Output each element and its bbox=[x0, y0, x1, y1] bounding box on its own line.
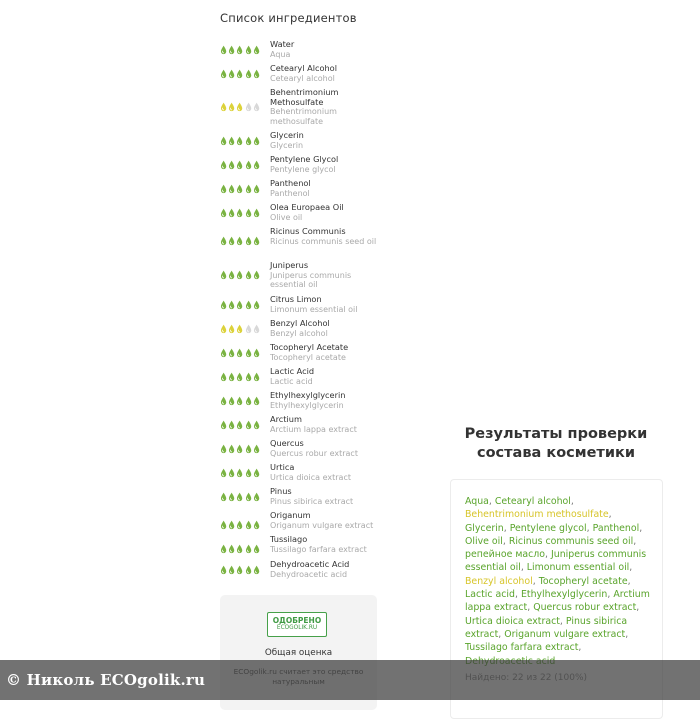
safety-rating-drops bbox=[220, 543, 260, 555]
drop-icon bbox=[220, 323, 227, 335]
drop-icon bbox=[236, 395, 243, 407]
drop-icon bbox=[228, 269, 235, 281]
ingredient-names bbox=[270, 439, 380, 458]
ingredient-names bbox=[270, 261, 380, 290]
ingredient-names bbox=[270, 560, 380, 579]
drop-icon bbox=[220, 299, 227, 311]
drop-icon bbox=[228, 101, 235, 113]
result-ingredient[interactable]: Behentrimonium methosulfate bbox=[465, 509, 609, 521]
drop-icon bbox=[228, 519, 235, 531]
drop-icon bbox=[253, 467, 260, 479]
drop-icon bbox=[253, 564, 260, 576]
ingredient-alt-name: Limonum essential oil bbox=[270, 304, 358, 314]
watermark-footer bbox=[0, 660, 700, 700]
ingredient-names bbox=[270, 463, 380, 482]
drop-icon bbox=[253, 101, 260, 113]
ingredient-name: Cetearyl Alcohol bbox=[270, 63, 337, 73]
list-title: Список ингредиентов bbox=[220, 11, 357, 25]
drop-icon bbox=[228, 467, 235, 479]
ingredient-alt-name: Cetearyl alcohol bbox=[270, 73, 335, 83]
drop-icon bbox=[253, 491, 260, 503]
drop-icon bbox=[220, 135, 227, 147]
drop-icon bbox=[245, 395, 252, 407]
ingredient-name: Dehydroacetic Acid bbox=[270, 559, 350, 569]
result-ingredient[interactable]: Panthenol bbox=[592, 522, 640, 534]
ingredient-names bbox=[270, 295, 380, 314]
badge-line1: ОДОБРЕНО bbox=[272, 616, 322, 625]
drop-icon bbox=[228, 395, 235, 407]
drop-icon bbox=[236, 419, 243, 431]
drop-icon bbox=[228, 323, 235, 335]
drop-icon bbox=[245, 371, 252, 383]
drop-icon bbox=[236, 269, 243, 281]
result-ingredient[interactable]: репейное масло bbox=[465, 549, 546, 561]
result-ingredient[interactable]: Ricinus communis seed oil bbox=[508, 535, 634, 547]
drop-icon bbox=[220, 235, 227, 247]
drop-icon bbox=[245, 68, 252, 80]
ingredient-names bbox=[270, 343, 380, 362]
ingredient-names bbox=[270, 40, 380, 59]
safety-rating-drops bbox=[220, 491, 260, 503]
drop-icon bbox=[228, 44, 235, 56]
drop-icon bbox=[236, 564, 243, 576]
ingredient-names bbox=[270, 88, 380, 126]
badge-line2: ECOGOLIK.RU bbox=[276, 625, 318, 631]
approved-badge bbox=[267, 612, 327, 637]
ingredient-alt-name: Aqua bbox=[270, 49, 291, 59]
ingredient-name: Origanum bbox=[270, 510, 311, 520]
drop-icon bbox=[245, 519, 252, 531]
drop-icon bbox=[245, 467, 252, 479]
result-ingredient[interactable]: Cetearyl alcohol bbox=[494, 496, 571, 507]
ingredient-name: Juniperus bbox=[270, 260, 309, 270]
safety-rating-drops bbox=[220, 323, 260, 335]
ingredient-alt-name: Glycerin bbox=[270, 140, 304, 150]
ingredient-name: Quercus bbox=[270, 438, 304, 448]
drop-icon bbox=[220, 419, 227, 431]
ingredient-name: Water bbox=[270, 39, 295, 49]
ingredient-name: Benzyl Alcohol bbox=[270, 318, 330, 328]
drop-icon bbox=[245, 491, 252, 503]
ingredient-name: Citrus Limon bbox=[270, 294, 322, 304]
drop-icon bbox=[228, 371, 235, 383]
drop-icon bbox=[245, 323, 252, 335]
drop-icon bbox=[220, 491, 227, 503]
drop-icon bbox=[228, 183, 235, 195]
ingredient-name: Urtica bbox=[270, 462, 295, 472]
drop-icon bbox=[220, 44, 227, 56]
drop-icon bbox=[236, 347, 243, 359]
ingredient-names bbox=[270, 319, 380, 338]
safety-rating-drops bbox=[220, 101, 260, 113]
drop-icon bbox=[236, 68, 243, 80]
drop-icon bbox=[253, 68, 260, 80]
ingredient-alt-name: Dehydroacetic acid bbox=[270, 569, 348, 579]
drop-icon bbox=[245, 183, 252, 195]
safety-rating-drops bbox=[220, 419, 260, 431]
safety-rating-drops bbox=[220, 135, 260, 147]
drop-icon bbox=[236, 371, 243, 383]
ingredient-names bbox=[270, 64, 380, 83]
result-ingredient[interactable]: Tocopheryl acetate bbox=[538, 575, 628, 587]
result-ingredient[interactable]: Lactic acid bbox=[465, 589, 515, 601]
drop-icon bbox=[220, 159, 227, 171]
ingredient-names bbox=[270, 511, 380, 530]
ingredient-name: Pinus bbox=[270, 486, 292, 496]
result-ingredient[interactable]: Limonum essential oil bbox=[526, 562, 630, 574]
drop-icon bbox=[228, 68, 235, 80]
drop-icon bbox=[236, 467, 243, 479]
drop-icon bbox=[220, 564, 227, 576]
drop-icon bbox=[253, 543, 260, 555]
drop-icon bbox=[253, 519, 260, 531]
drop-icon bbox=[220, 269, 227, 281]
ingredient-alt-name: Tocopheryl acetate bbox=[270, 352, 346, 362]
drop-icon bbox=[220, 443, 227, 455]
drop-icon bbox=[220, 371, 227, 383]
safety-rating-drops bbox=[220, 235, 260, 247]
drop-icon bbox=[245, 347, 252, 359]
result-ingredient[interactable]: Pentylene glycol bbox=[509, 522, 587, 534]
drop-icon bbox=[228, 135, 235, 147]
drop-icon bbox=[228, 347, 235, 359]
drop-icon bbox=[253, 159, 260, 171]
safety-rating-drops bbox=[220, 443, 260, 455]
drop-icon bbox=[220, 543, 227, 555]
drop-icon bbox=[236, 101, 243, 113]
ingredient-names bbox=[270, 415, 380, 434]
safety-rating-drops bbox=[220, 183, 260, 195]
drop-icon bbox=[245, 564, 252, 576]
safety-rating-drops bbox=[220, 467, 260, 479]
drop-icon bbox=[236, 491, 243, 503]
ingredient-name: Ethylhexylglycerin bbox=[270, 390, 346, 400]
drop-icon bbox=[228, 159, 235, 171]
drop-icon bbox=[228, 491, 235, 503]
ingredient-alt-name: Panthenol bbox=[270, 188, 310, 198]
safety-rating-drops bbox=[220, 44, 260, 56]
ingredient-name: Tocopheryl Acetate bbox=[270, 342, 349, 352]
ingredient-alt-name: Quercus robur extract bbox=[270, 448, 358, 458]
drop-icon bbox=[236, 135, 243, 147]
safety-rating-drops bbox=[220, 519, 260, 531]
drop-icon bbox=[245, 543, 252, 555]
drop-icon bbox=[228, 443, 235, 455]
drop-icon bbox=[253, 207, 260, 219]
drop-icon bbox=[220, 347, 227, 359]
result-ingredient[interactable]: Arctium lappa extract bbox=[465, 589, 650, 614]
ingredient-names bbox=[270, 155, 380, 174]
drop-icon bbox=[220, 68, 227, 80]
ingredient-alt-name: Pentylene glycol bbox=[270, 164, 336, 174]
drop-icon bbox=[228, 419, 235, 431]
copyright-text: © Николь ECOgolik.ru bbox=[6, 671, 206, 689]
ingredient-alt-name: Benzyl alcohol bbox=[270, 328, 328, 338]
ingredient-name: Arctium bbox=[270, 414, 302, 424]
ingredient-name: Ricinus Communis bbox=[270, 226, 346, 236]
result-ingredient[interactable]: Origanum vulgare extract bbox=[504, 628, 626, 640]
ingredient-name: Behentrimonium Methosulfate bbox=[270, 87, 339, 107]
drop-icon bbox=[253, 135, 260, 147]
drop-icon bbox=[253, 347, 260, 359]
safety-rating-drops bbox=[220, 564, 260, 576]
safety-rating-drops bbox=[220, 347, 260, 359]
drop-icon bbox=[220, 467, 227, 479]
drop-icon bbox=[236, 519, 243, 531]
drop-icon bbox=[253, 323, 260, 335]
results-title: Результаты проверки состава косметики bbox=[464, 426, 648, 461]
drop-icon bbox=[245, 44, 252, 56]
safety-rating-drops bbox=[220, 371, 260, 383]
safety-rating-drops bbox=[220, 68, 260, 80]
ingredient-names bbox=[270, 367, 380, 386]
drop-icon bbox=[228, 564, 235, 576]
drop-icon bbox=[253, 395, 260, 407]
safety-rating-drops bbox=[220, 207, 260, 219]
ingredient-name: Tussilago bbox=[270, 534, 308, 544]
ingredient-alt-name: Arctium lappa extract bbox=[270, 424, 357, 434]
result-ingredient[interactable]: Juniperus communis essential oil bbox=[465, 549, 647, 574]
drop-icon bbox=[253, 44, 260, 56]
drop-icon bbox=[245, 101, 252, 113]
drop-icon bbox=[253, 183, 260, 195]
drop-icon bbox=[236, 323, 243, 335]
drop-icon bbox=[236, 543, 243, 555]
drop-icon bbox=[245, 159, 252, 171]
ingredient-names bbox=[270, 227, 380, 246]
ingredient-names bbox=[270, 391, 380, 410]
safety-rating-drops bbox=[220, 395, 260, 407]
result-ingredient[interactable]: Glycerin bbox=[465, 522, 504, 534]
drop-icon bbox=[245, 443, 252, 455]
drop-icon bbox=[253, 299, 260, 311]
drop-icon bbox=[245, 135, 252, 147]
safety-rating-drops bbox=[220, 269, 260, 281]
ingredient-alt-name: Urtica dioica extract bbox=[270, 472, 351, 482]
ingredient-name: Panthenol bbox=[270, 178, 311, 188]
drop-icon bbox=[245, 235, 252, 247]
ingredient-alt-name: Ethylhexylglycerin bbox=[270, 400, 344, 410]
drop-icon bbox=[253, 371, 260, 383]
ingredient-alt-name: Origanum vulgare extract bbox=[270, 520, 374, 530]
ingredient-names bbox=[270, 131, 380, 150]
ingredient-alt-name: Lactic acid bbox=[270, 376, 313, 386]
ingredient-name: Pentylene Glycol bbox=[270, 154, 339, 164]
result-ingredient[interactable]: Quercus robur extract bbox=[533, 602, 637, 614]
ingredient-alt-name: Behentrimonium methosulfate bbox=[270, 107, 337, 126]
safety-rating-drops bbox=[220, 299, 260, 311]
drop-icon bbox=[228, 543, 235, 555]
drop-icon bbox=[245, 419, 252, 431]
drop-icon bbox=[220, 395, 227, 407]
drop-icon bbox=[245, 207, 252, 219]
ingredient-alt-name: Pinus sibirica extract bbox=[270, 496, 354, 506]
ingredient-names bbox=[270, 487, 380, 506]
drop-icon bbox=[236, 235, 243, 247]
drop-icon bbox=[253, 419, 260, 431]
drop-icon bbox=[220, 207, 227, 219]
drop-icon bbox=[220, 101, 227, 113]
drop-icon bbox=[236, 44, 243, 56]
result-ingredient[interactable]: Tussilago farfara extract bbox=[465, 642, 579, 654]
ingredient-alt-name: Ricinus communis seed oil bbox=[270, 236, 377, 246]
drop-icon bbox=[220, 183, 227, 195]
result-ingredient[interactable]: Ethylhexylglycerin bbox=[520, 589, 608, 601]
drop-icon bbox=[253, 235, 260, 247]
ingredient-name: Olea Europaea Oil bbox=[270, 202, 344, 212]
drop-icon bbox=[236, 207, 243, 219]
drop-icon bbox=[253, 269, 260, 281]
drop-icon bbox=[228, 299, 235, 311]
safety-rating-drops bbox=[220, 159, 260, 171]
results-ingredient-text: Aqua, Cetearyl alcohol, Behentrimonium methosulfate, Glycerin, Pentylene glycol, Panthenol, Olive oil, Ricinus communis seed oil, репейное масло, Juniperus communis essential oil, Limonum essential oil, Benzyl alcohol, Tocopheryl acetate, Lactic acid, Ethylhexylglycerin, Arctium lappa extract, Quercus robur extract, Urtica dioica extract, Pinus sibirica extract, Origanum vulgare extract, Tussilago farfara extract, bbox=[465, 495, 651, 668]
result-ingredient[interactable]: Benzyl alcohol bbox=[465, 575, 533, 587]
result-ingredient[interactable]: Olive oil bbox=[465, 535, 503, 547]
ingredient-alt-name: Tussilago farfara extract bbox=[270, 544, 367, 554]
drop-icon bbox=[253, 443, 260, 455]
drop-icon bbox=[245, 269, 252, 281]
ingredient-alt-name: Olive oil bbox=[270, 212, 303, 222]
ingredient-names bbox=[270, 179, 380, 198]
ingredient-names bbox=[270, 203, 380, 222]
result-ingredient[interactable]: Urtica dioica extract bbox=[465, 615, 560, 627]
result-ingredient[interactable]: Pinus sibirica extract bbox=[465, 615, 628, 640]
result-ingredient[interactable]: Aqua bbox=[465, 496, 489, 507]
ingredient-name: Lactic Acid bbox=[270, 366, 315, 376]
drop-icon bbox=[245, 299, 252, 311]
drop-icon bbox=[228, 235, 235, 247]
drop-icon bbox=[228, 207, 235, 219]
drop-icon bbox=[236, 299, 243, 311]
verdict-title: Общая оценка bbox=[264, 648, 333, 658]
ingredient-alt-name: Juniperus communis essential oil bbox=[270, 270, 352, 290]
ingredient-name: Glycerin bbox=[270, 130, 304, 140]
drop-icon bbox=[236, 183, 243, 195]
drop-icon bbox=[220, 519, 227, 531]
drop-icon bbox=[236, 443, 243, 455]
drop-icon bbox=[236, 159, 243, 171]
ingredient-names bbox=[270, 535, 380, 554]
